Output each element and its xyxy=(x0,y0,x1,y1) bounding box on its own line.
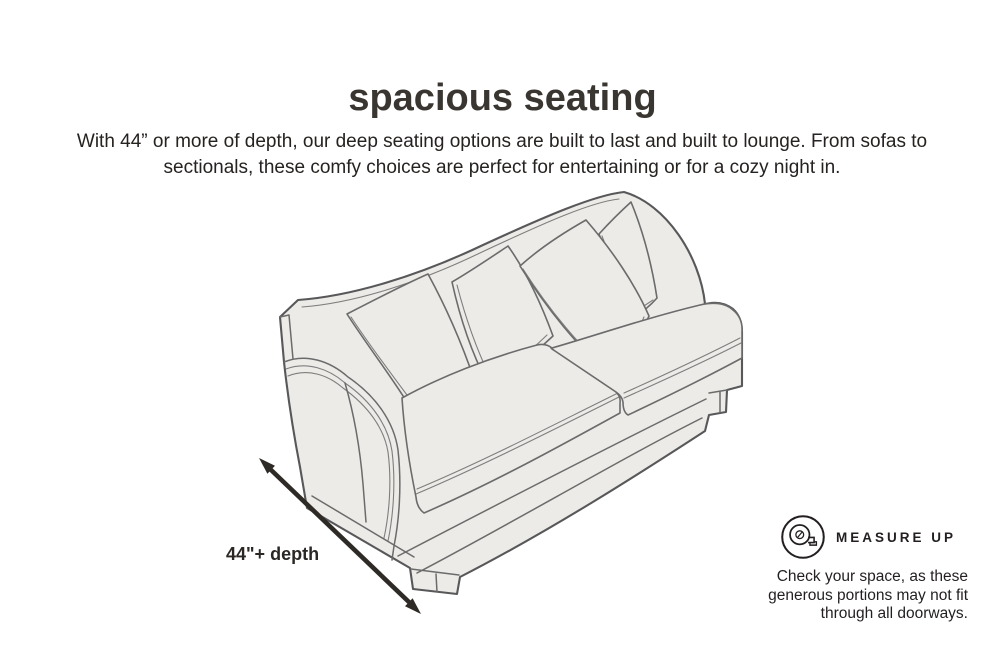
measure-up-note: Check your space, as these generous portions may not fit through all doorways. xyxy=(768,568,968,622)
measure-up-heading: MEASURE UP xyxy=(835,529,956,545)
measure-up-header xyxy=(779,513,956,561)
intro-paragraph: With 44” or more of depth, our deep seating options are built to last and built to lounge. From sofas to sectionals, these comfy choices are perfect for entertaining or for a cozy night in. xyxy=(76,131,928,178)
measure-up-callout xyxy=(750,513,968,624)
tape-measure-icon xyxy=(779,513,827,561)
page-title: spacious seating xyxy=(348,77,657,120)
depth-dimension-label: 44"+ depth xyxy=(226,544,320,564)
